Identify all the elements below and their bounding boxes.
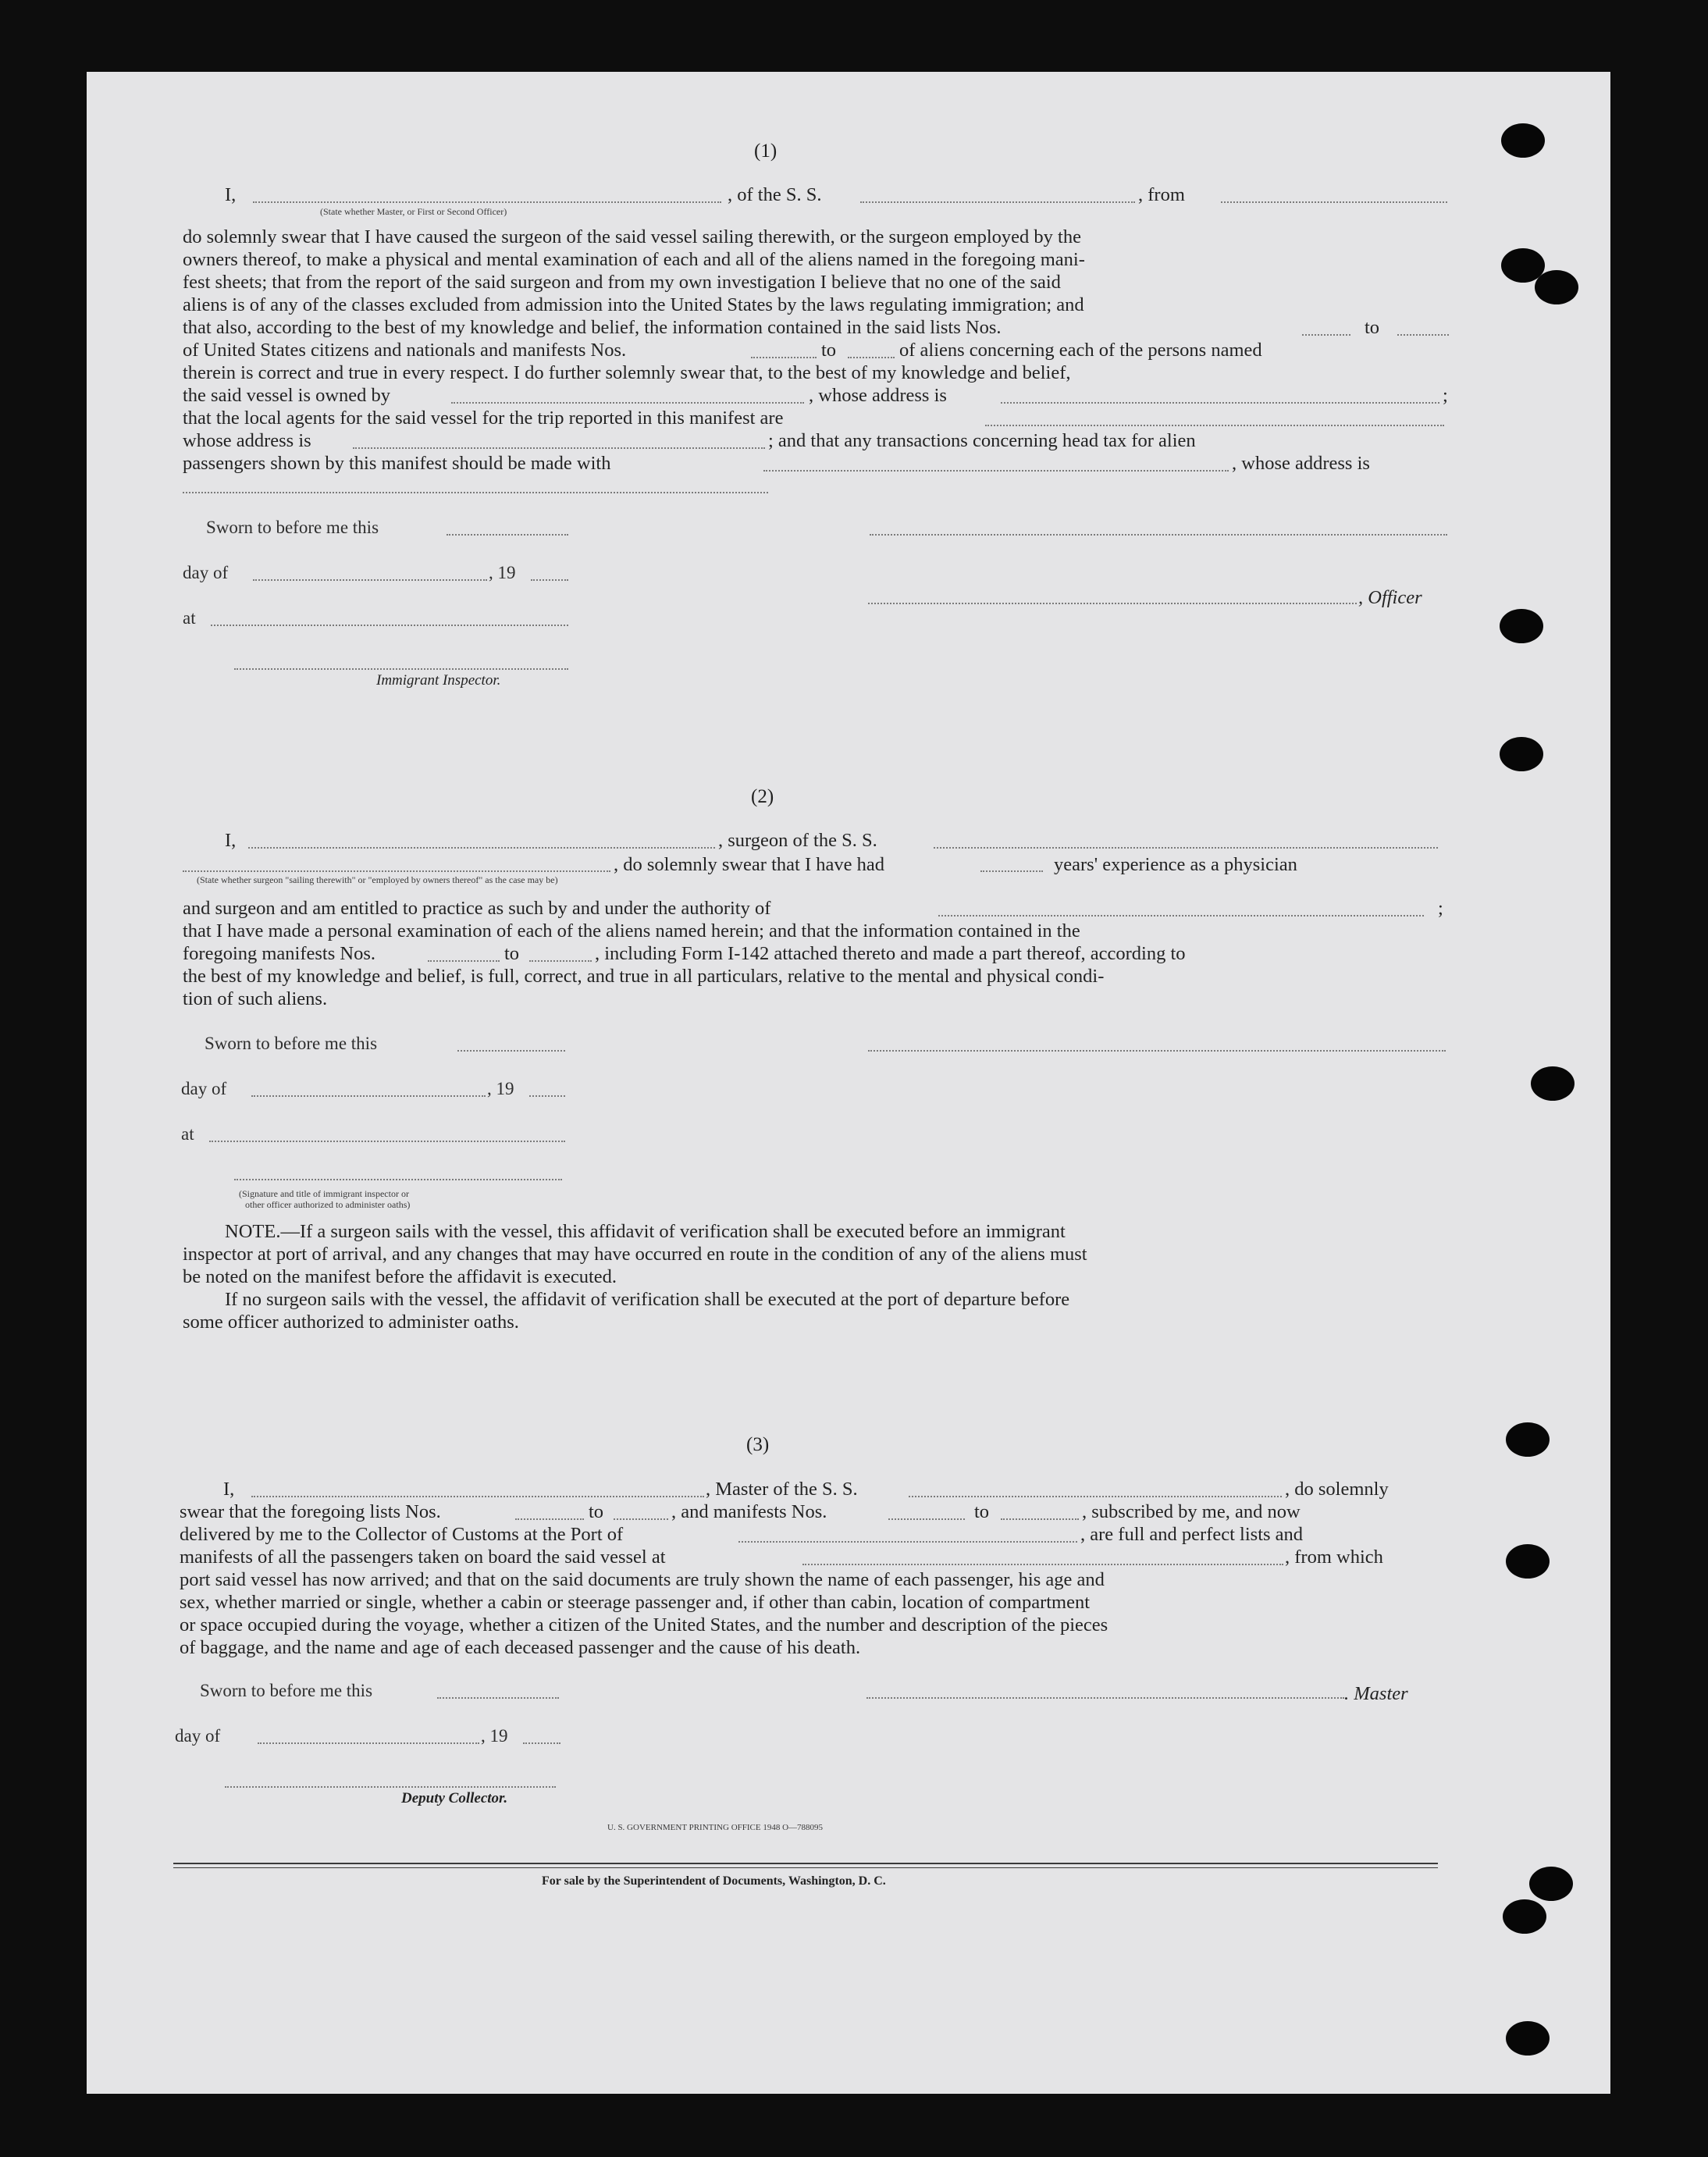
including-text: , including Form I-142 attached thereto and made a part thereof, according to xyxy=(595,943,1186,964)
officer-title-line[interactable] xyxy=(868,603,1357,604)
condition-line: tion of such aliens. xyxy=(183,988,328,1009)
punch-hole xyxy=(1501,123,1545,158)
year-label: , 19 xyxy=(489,563,516,582)
note-line: some officer authorized to administer oaths. xyxy=(183,1312,519,1333)
punch-hole xyxy=(1506,1422,1550,1457)
oath-lead: I, xyxy=(223,1479,235,1500)
punch-hole xyxy=(1531,1066,1575,1101)
delivered-text: delivered by me to the Collector of Customs at the Port of xyxy=(180,1524,624,1545)
signature-note: other officer authorized to administer oaths) xyxy=(245,1199,411,1210)
section-3-number: (3) xyxy=(746,1434,770,1455)
from-which-text: , from which xyxy=(1285,1547,1383,1568)
section-1-line: that also, according to the best of my knowledge and belief, the information contained in the said lists Nos. xyxy=(183,317,1002,338)
to-label: to xyxy=(974,1501,990,1522)
signature-note: (Signature and title of immigrant inspector or xyxy=(239,1188,409,1199)
lists-to-field[interactable] xyxy=(614,1518,668,1520)
note-line: If no surgeon sails with the vessel, the affidavit of verification shall be executed at the port of departure before xyxy=(225,1289,1070,1310)
to-label: to xyxy=(821,340,837,361)
manifests-to-field[interactable] xyxy=(848,357,895,358)
note-line: inspector at port of arrival, and any changes that may have occurred en route in the condition of any of the aliens must xyxy=(183,1244,1087,1265)
section-1-line: therein is correct and true in every respect. I do further solemnly swear that, to the best of my knowledge and belief, xyxy=(183,362,1071,383)
from-port-field[interactable] xyxy=(1221,201,1447,203)
port-field[interactable] xyxy=(738,1541,1077,1543)
gpo-imprint: U. S. GOVERNMENT PRINTING OFFICE 1948 O—788095 xyxy=(607,1823,824,1832)
sworn-month-field[interactable] xyxy=(258,1742,479,1744)
sworn-label: Sworn to before me this xyxy=(206,518,379,537)
section-1-line: that the local agents for the said vessel for the trip reported in this manifest are xyxy=(183,408,784,429)
section-1-line: passengers shown by this manifest should be made with xyxy=(183,453,611,474)
section-2-number: (2) xyxy=(751,786,774,807)
swear-lists-text: swear that the foregoing lists Nos. xyxy=(180,1501,441,1522)
sworn-place-field[interactable] xyxy=(209,1141,565,1142)
manifests-from-field[interactable] xyxy=(428,960,500,962)
deputy-collector-signature-line[interactable] xyxy=(225,1786,556,1788)
years-field[interactable] xyxy=(980,870,1043,872)
day-of-label: day of xyxy=(181,1079,227,1098)
section-1-number: (1) xyxy=(754,141,777,162)
owner-address-field[interactable] xyxy=(1001,402,1439,404)
and-manifests-text: , and manifests Nos. xyxy=(671,1501,827,1522)
best-knowledge-line: the best of my knowledge and belief, is full, correct, and true in all particulars, relative to the mental and physical condi- xyxy=(183,966,1105,987)
punch-hole xyxy=(1506,1544,1550,1579)
section-1-line: of United States citizens and nationals and manifests Nos. xyxy=(183,340,627,361)
surgeon-status-field[interactable] xyxy=(183,870,610,872)
master-of-label: , Master of the S. S. xyxy=(706,1479,858,1500)
head-tax-text: ; and that any transactions concerning head tax for alien xyxy=(768,430,1196,451)
for-sale-note: For sale by the Superintendent of Documents, Washington, D. C. xyxy=(542,1874,886,1888)
do-solemnly-text: , do solemnly swear that I have had xyxy=(614,854,884,875)
officer-note: (State whether Master, or First or Second Officer) xyxy=(320,206,507,217)
from-label: , from xyxy=(1138,184,1185,205)
to-label: to xyxy=(504,943,520,964)
subscribed-text: , subscribed by me, and now xyxy=(1082,1501,1301,1522)
section-1-line: owners thereof, to make a physical and mental examination of each and all of the aliens named in the foregoing mani- xyxy=(183,249,1085,270)
lists-from-field[interactable] xyxy=(1302,334,1350,336)
surgeon-ship-field[interactable] xyxy=(934,847,1438,849)
punch-hole xyxy=(1500,609,1543,643)
footer-rule xyxy=(173,1863,1438,1864)
manifests-to-field[interactable] xyxy=(529,960,592,962)
section-3-line: sex, whether married or single, whether a cabin or steerage passenger and, if other than cabin, location of compartment xyxy=(180,1592,1091,1613)
oath-lead: I, xyxy=(225,830,237,851)
whose-address-label: , whose address is xyxy=(809,385,947,406)
punch-hole xyxy=(1503,1899,1546,1934)
agents-address-field[interactable] xyxy=(353,447,765,449)
sworn-day-field[interactable] xyxy=(457,1050,565,1052)
semicolon: ; xyxy=(1438,898,1443,919)
section-3-line: or space occupied during the voyage, whether a citizen of the United States, and the number and description of the pieces xyxy=(180,1614,1108,1636)
sworn-year-field[interactable] xyxy=(529,1095,565,1097)
master-name-field[interactable] xyxy=(251,1496,704,1497)
section-1-line: fest sheets; that from the report of the said surgeon and from my own investigation I believe that no one of the said xyxy=(183,272,1061,293)
punch-hole xyxy=(1500,737,1543,771)
at-label: at xyxy=(181,1124,194,1144)
punch-hole xyxy=(1506,2021,1550,2056)
day-of-label: day of xyxy=(175,1726,221,1746)
master-signature-line[interactable] xyxy=(866,1697,1344,1699)
full-perfect-text: , are full and perfect lists and xyxy=(1080,1524,1304,1545)
note-line: be noted on the manifest before the affidavit is executed. xyxy=(183,1266,617,1287)
lists-from-field[interactable] xyxy=(515,1518,584,1520)
surgeon-note: (State whether surgeon "sailing therewith" or "employed by owners thereof" as the case may be) xyxy=(197,874,558,885)
sworn-day-field[interactable] xyxy=(447,534,568,536)
owner-field[interactable] xyxy=(451,402,804,404)
surgeon-name-field[interactable] xyxy=(248,847,715,849)
aliens-concerning-text: of aliens concerning each of the persons named xyxy=(899,340,1262,361)
of-ss-label: , of the S. S. xyxy=(728,184,822,205)
to-label: to xyxy=(1365,317,1380,338)
sworn-label: Sworn to before me this xyxy=(200,1681,373,1700)
inspector-signature-line[interactable] xyxy=(234,668,568,670)
sworn-label: Sworn to before me this xyxy=(205,1034,378,1053)
deputy-collector-label: Deputy Collector. xyxy=(401,1790,508,1806)
to-label: to xyxy=(589,1501,604,1522)
section-1-line: the said vessel is owned by xyxy=(183,385,391,406)
manifests-from-field[interactable] xyxy=(751,357,817,358)
do-solemnly-text: , do solemnly xyxy=(1285,1479,1389,1500)
local-agents-field[interactable] xyxy=(985,425,1444,426)
manifests-from-field[interactable] xyxy=(888,1518,965,1520)
sworn-place-field[interactable] xyxy=(211,625,568,626)
year-label: , 19 xyxy=(487,1079,514,1098)
ship-name-field[interactable] xyxy=(860,201,1135,203)
inspector-signature-line[interactable] xyxy=(234,1179,562,1180)
blank-line xyxy=(183,492,768,493)
sworn-month-field[interactable] xyxy=(251,1095,486,1097)
section-3-line: of baggage, and the name and age of each deceased passenger and the cause of his death. xyxy=(180,1637,861,1658)
section-1-line: do solemnly swear that I have caused the surgeon of the said vessel sailing therewith, or the surgeon employed by the xyxy=(183,226,1081,247)
whose-address-label: , whose address is xyxy=(1232,453,1370,474)
head-tax-agent-field[interactable] xyxy=(763,470,1229,472)
footer-rule xyxy=(173,1867,1438,1868)
manifests-nos-label: foregoing manifests Nos. xyxy=(183,943,375,964)
officer-label: , Officer xyxy=(1358,587,1422,608)
sworn-month-field[interactable] xyxy=(253,579,487,581)
punch-hole xyxy=(1529,1867,1573,1901)
years-experience-text: years' experience as a physician xyxy=(1054,854,1297,875)
sworn-year-field[interactable] xyxy=(531,579,568,581)
lists-to-field[interactable] xyxy=(1397,334,1449,336)
semicolon: ; xyxy=(1443,385,1448,406)
embark-port-field[interactable] xyxy=(802,1564,1283,1565)
punch-hole xyxy=(1535,270,1578,304)
section-1-line: aliens is of any of the classes excluded from admission into the United States by the laws regulating immigration; and xyxy=(183,294,1084,315)
officer-signature-line[interactable] xyxy=(870,534,1447,536)
day-of-label: day of xyxy=(183,563,229,582)
immigrant-inspector-label: Immigrant Inspector. xyxy=(376,672,501,689)
oath-lead: I, xyxy=(225,184,237,205)
sworn-day-field[interactable] xyxy=(437,1697,559,1699)
officer-name-field[interactable] xyxy=(253,201,721,203)
master-ship-field[interactable] xyxy=(909,1496,1282,1497)
sworn-year-field[interactable] xyxy=(523,1742,560,1744)
authority-line: and surgeon and am entitled to practice as such by and under the authority of xyxy=(183,898,771,919)
year-label: , 19 xyxy=(481,1726,508,1746)
master-label: . Master xyxy=(1344,1683,1408,1704)
manifests-all-text: manifests of all the passengers taken on board the said vessel at xyxy=(180,1547,666,1568)
section-3-line: port said vessel has now arrived; and that on the said documents are truly shown the name of each passenger, his age and xyxy=(180,1569,1105,1590)
section-1-line: whose address is xyxy=(183,430,311,451)
surgeon-signature-line[interactable] xyxy=(868,1050,1446,1052)
note-line: NOTE.—If a surgeon sails with the vessel, this affidavit of verification shall be executed before an immigrant xyxy=(225,1221,1066,1242)
exam-line: that I have made a personal examination of each of the aliens named herein; and that the information contained in the xyxy=(183,920,1080,941)
authority-field[interactable] xyxy=(938,915,1424,917)
at-label: at xyxy=(183,608,196,628)
manifests-to-field[interactable] xyxy=(1001,1518,1079,1520)
surgeon-of-label: , surgeon of the S. S. xyxy=(718,830,877,851)
